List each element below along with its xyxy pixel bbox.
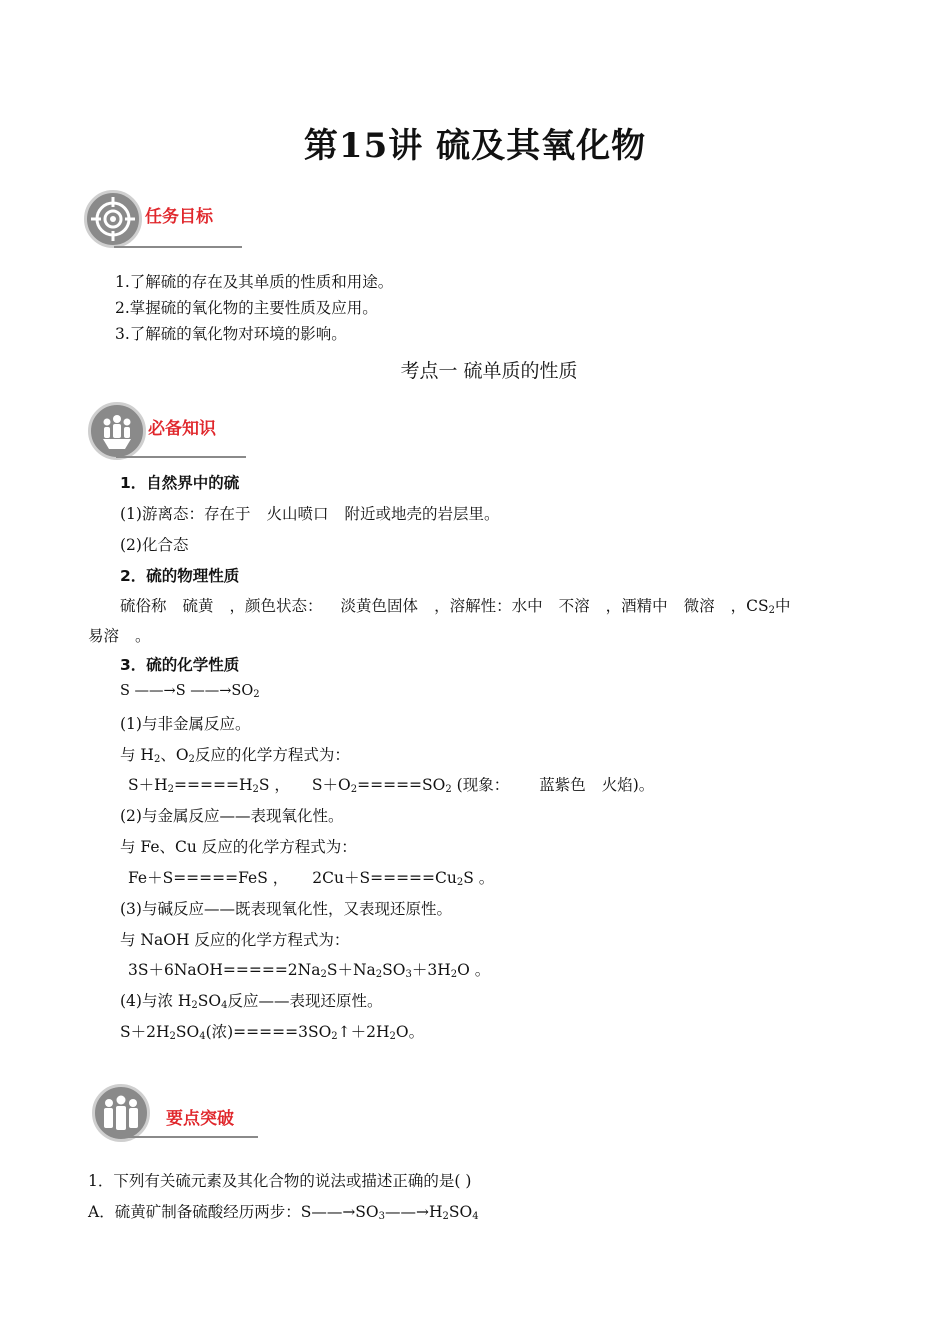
section-goals-header <box>84 188 254 252</box>
text: ——→H <box>385 1203 443 1221</box>
text: O。 <box>395 1023 425 1041</box>
subheading: 1．自然界中的硫 <box>120 474 240 492</box>
subscript: 2 <box>253 689 260 700</box>
text: S ——→S ——→SO <box>120 683 254 699</box>
answer-blank: 易溶 <box>88 627 120 645</box>
text: S＋Na <box>326 961 376 979</box>
goal-item: 1.了解硫的存在及其单质的性质和用途。 <box>115 273 394 291</box>
goals-label: 任务目标 <box>145 207 213 227</box>
goal-item: 3.了解硫的氧化物对环境的影响。 <box>115 325 347 343</box>
text-line: 与 Fe、Cu 反应的化学方程式为： <box>120 838 357 856</box>
answer-blank: 淡黄色固体 <box>340 597 419 615</box>
topic-heading: 考点一 硫单质的性质 <box>400 360 578 382</box>
equation-line: Fe＋S=====FeS ， $2Cu+S=====Cu_2S$ 。 <box>128 869 495 888</box>
text: 附近或地壳的岩层里。 <box>344 505 500 523</box>
text: S＋H <box>128 776 168 794</box>
text: 中 <box>774 597 791 615</box>
text-line: (1)与非金属反应。 <box>120 715 251 733</box>
equation-line: $S+2H_2SO_4$(浓)$=====3SO_2↑+2H_2O$。 <box>120 1023 425 1042</box>
section-breakthrough-header <box>92 1082 262 1142</box>
subheading: 2．硫的物理性质 <box>120 567 240 585</box>
text: 反应——表现还原性。 <box>227 992 383 1010</box>
text: ，CS <box>730 597 769 615</box>
text-line: 与 $H_2$、$O_2$反应的化学方程式为： <box>120 746 350 765</box>
text: 硫俗称 <box>120 597 167 615</box>
text: SO <box>197 992 222 1010</box>
text: ＋3H <box>411 961 451 979</box>
text: ，颜色状态： <box>229 597 323 615</box>
text: S 。 <box>463 869 495 887</box>
text: 。 <box>135 627 151 645</box>
equation-line: $3S+6NaOH=====2Na_2S+Na_2SO_3+3H_2O$ 。 <box>128 961 491 980</box>
subheading: 3．硫的化学性质 <box>120 656 240 674</box>
question-stem: 1．下列有关硫元素及其化合物的说法或描述正确的是( ) <box>88 1172 472 1190</box>
text-line: (2)与金属反应——表现氧化性。 <box>120 807 344 825</box>
answer-blank: 火山喷口 <box>266 505 329 523</box>
page-title: 第15讲 硫及其氧化物 <box>303 126 647 166</box>
text: (4)与浓 H <box>120 992 192 1010</box>
text: =====SO <box>357 776 446 794</box>
text: ，酒精中 <box>605 597 668 615</box>
text: 火焰)。 <box>601 776 655 794</box>
text: 2Cu＋S=====Cu <box>312 869 457 887</box>
text-line: (3)与碱反应——既表现氧化性，又表现还原性。 <box>120 900 452 918</box>
breakthrough-label: 要点突破 <box>166 1109 234 1129</box>
text: SO <box>448 1203 473 1221</box>
people-group-icon <box>88 402 146 460</box>
text: O 。 <box>457 961 491 979</box>
text-line: (4)与浓 $H_2SO_4$反应——表现还原性。 <box>120 992 383 1011</box>
goal-item: 2.掌握硫的氧化物的主要性质及应用。 <box>115 299 378 317</box>
text: S＋2H <box>120 1023 170 1041</box>
text: =====H <box>174 776 253 794</box>
text: 与 H <box>120 746 154 764</box>
text: (浓)=====3SO <box>205 1023 332 1041</box>
answer-blank: 微溶 <box>683 597 715 615</box>
text-line: 与 NaOH 反应的化学方程式为： <box>120 931 350 949</box>
text-line <box>120 594 791 616</box>
text: ，溶解性：水中 <box>434 597 543 615</box>
text: 、O <box>160 746 189 764</box>
question-option-a: A．硫黄矿制备硫酸经历两步：$S——\to SO_3——\to H_2SO_4$ <box>88 1203 479 1222</box>
text-line <box>88 624 151 646</box>
equation-line: $S+H_2=====H_2S$ ， $S+O_2=====SO_2$ (现象： 蓝紫色 火焰)。 <box>128 776 655 795</box>
text: SO <box>175 1023 200 1041</box>
answer-blank: 不溶 <box>558 597 590 615</box>
knowledge-underline <box>116 456 246 458</box>
text: 3S＋6NaOH=====2Na <box>128 961 321 979</box>
section-knowledge-header <box>88 400 258 462</box>
breakthrough-underline <box>120 1136 258 1138</box>
answer-blank: 蓝紫色 <box>539 776 586 794</box>
text: (现象： <box>451 776 510 794</box>
knowledge-label: 必备知识 <box>148 419 216 439</box>
text: S ， <box>258 776 290 794</box>
text: Fe＋S=====FeS ， <box>128 869 289 887</box>
text: 反应的化学方程式为： <box>194 746 350 764</box>
text: (1)游离态：存在于 <box>120 505 251 523</box>
answer-blank: 硫黄 <box>182 597 214 615</box>
text-line: (2)化合态 <box>120 536 189 554</box>
text: A．硫黄矿制备硫酸经历两步：S——→SO <box>88 1203 379 1221</box>
target-icon <box>84 190 142 248</box>
reaction-chain <box>120 683 260 700</box>
text-line <box>120 502 500 524</box>
text: S＋O <box>311 776 351 794</box>
subscript: 2 <box>768 605 775 616</box>
text: SO <box>382 961 406 979</box>
text: ↑＋2H <box>337 1023 390 1041</box>
team-icon <box>92 1084 150 1142</box>
goals-underline <box>114 246 242 248</box>
